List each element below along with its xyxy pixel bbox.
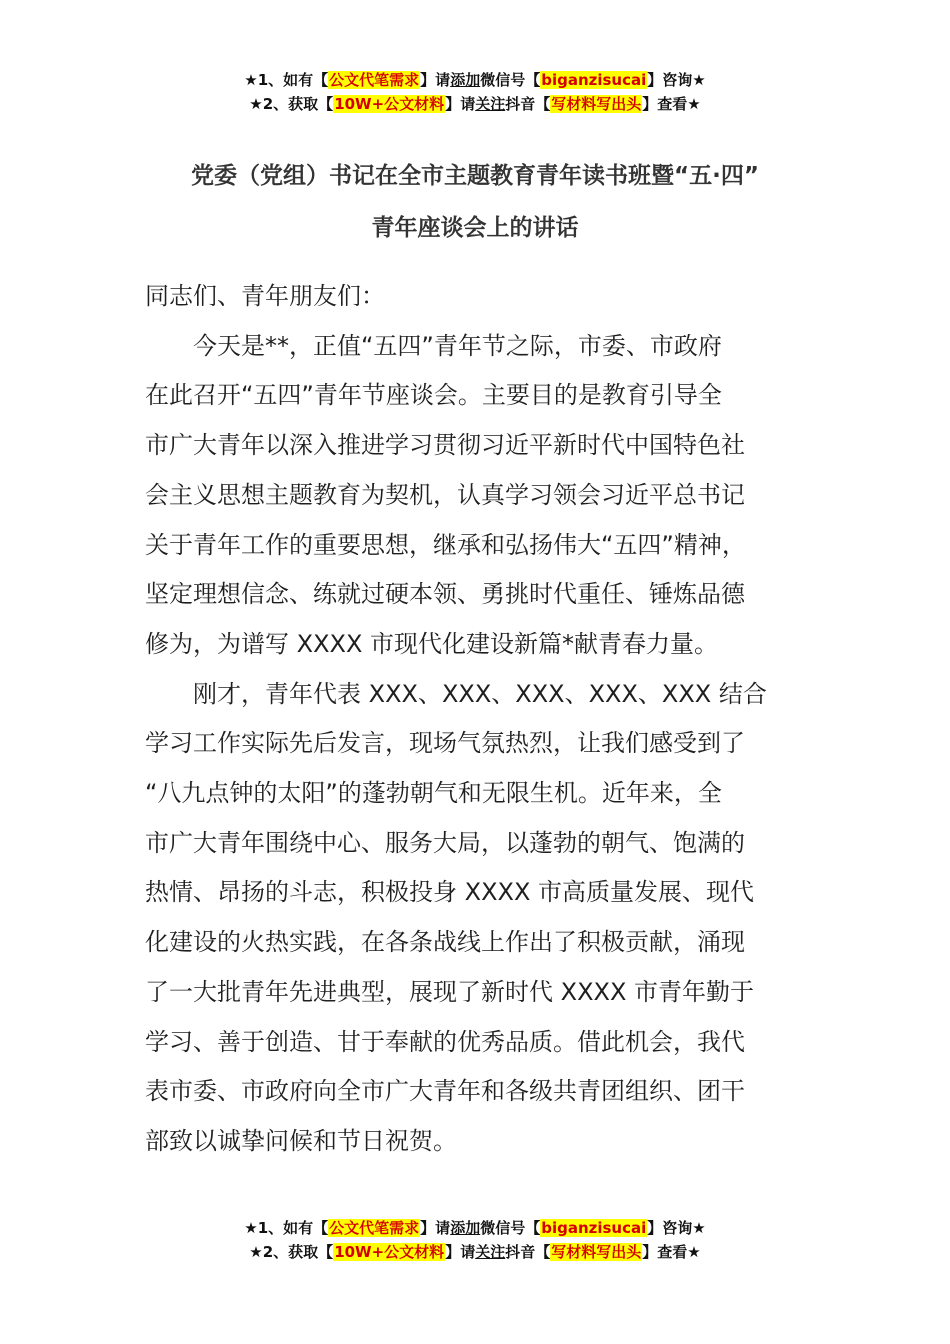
banner-text: ★2、获取【 xyxy=(249,1243,334,1261)
paragraph-line: 在此召开“五四”青年节座谈会。主要目的是教育引导全 xyxy=(145,381,722,410)
paragraph-line: 修为，为谱写 XXXX 市现代化建设新篇*献青春力量。 xyxy=(145,629,719,658)
banner-underline: 添加 xyxy=(450,1219,481,1237)
banner-text: ★2、获取【 xyxy=(249,95,334,113)
banner-highlight: 写材料写出头 xyxy=(551,95,642,113)
paragraph-line: 化建设的火热实践，在各条战线上作出了积极贡献，涌现 xyxy=(145,928,745,957)
banner-text: 微信号【 xyxy=(480,1219,541,1237)
banner-line-2 xyxy=(0,92,950,116)
banner-line-1 xyxy=(0,68,950,92)
paragraph-line: 会主义思想主题教育为契机，认真学习领会习近平总书记 xyxy=(145,480,745,509)
paragraph-line: 市广大青年围绕中心、服务大局，以蓬勃的朝气、饱满的 xyxy=(145,828,745,857)
banner-highlight: biganzisucai xyxy=(541,71,647,89)
title-line-2: 青年座谈会上的讲话 xyxy=(371,215,579,241)
document-body xyxy=(145,272,825,1167)
paragraph-line: 今天是**，正值“五四”青年节之际，市委、市政府 xyxy=(193,331,722,360)
banner-underline: 关注 xyxy=(475,95,506,113)
banner-highlight: 公文代笔需求 xyxy=(329,1219,420,1237)
paragraph-line: 刚才，青年代表 XXX、XXX、XXX、XXX、XXX 结合 xyxy=(193,679,767,708)
banner-highlight: 10W+公文材料 xyxy=(334,95,445,113)
banner-text: 】请 xyxy=(420,71,451,89)
paragraph-line: 坚定理想信念、练就过硬本领、勇挑时代重任、锤炼品德 xyxy=(145,580,745,609)
banner-text: 抖音【 xyxy=(505,1243,551,1261)
paragraph-line: 市广大青年以深入推进学习贯彻习近平新时代中国特色社 xyxy=(145,431,745,460)
paragraph-line: 关于青年工作的重要思想，继承和弘扬伟大“五四”精神， xyxy=(145,530,746,559)
banner-highlight: 公文代笔需求 xyxy=(329,71,420,89)
banner-text: 抖音【 xyxy=(505,95,551,113)
banner-line-1 xyxy=(0,1216,950,1240)
paragraph-line: 了一大批青年先进典型，展现了新时代 XXXX 市青年勤于 xyxy=(145,977,755,1006)
banner-text: 】请 xyxy=(445,95,476,113)
banner-text: 】请 xyxy=(420,1219,451,1237)
banner-line-2 xyxy=(0,1240,950,1264)
banner-highlight: 10W+公文材料 xyxy=(334,1243,445,1261)
paragraph-line: 学习、善于创造、甘于奉献的优秀品质。借此机会，我代 xyxy=(145,1027,745,1056)
banner-text: 】咨询★ xyxy=(647,1219,706,1237)
banner-text: ★1、如有【 xyxy=(244,1219,329,1237)
banner-text: 】查看★ xyxy=(642,95,701,113)
banner-highlight: biganzisucai xyxy=(541,1219,647,1237)
paragraph-line: 表市委、市政府向全市广大青年和各级共青团组织、团干 xyxy=(145,1077,745,1106)
bottom-banner xyxy=(0,1216,950,1264)
top-banner xyxy=(0,68,950,116)
paragraph-line: “八九点钟的太阳”的蓬勃朝气和无限生机。近年来，全 xyxy=(145,779,722,808)
document-title xyxy=(120,150,830,254)
banner-text: 】咨询★ xyxy=(647,71,706,89)
banner-text: 】请 xyxy=(445,1243,476,1261)
banner-text: 】查看★ xyxy=(642,1243,701,1261)
banner-highlight: 写材料写出头 xyxy=(551,1243,642,1261)
paragraph-line: 部致以诚挚问候和节日祝贺。 xyxy=(145,1126,457,1155)
salutation: 同志们、青年朋友们： xyxy=(145,282,385,310)
banner-text: 微信号【 xyxy=(480,71,541,89)
title-line-1: 党委（党组）书记在全市主题教育青年读书班暨“五·四” xyxy=(191,163,759,189)
banner-underline: 关注 xyxy=(475,1243,506,1261)
paragraph-line: 学习工作实际先后发言，现场气氛热烈，让我们感受到了 xyxy=(145,729,745,758)
paragraph-line: 热情、昂扬的斗志，积极投身 XXXX 市高质量发展、现代 xyxy=(145,878,755,907)
banner-underline: 添加 xyxy=(450,71,481,89)
banner-text: ★1、如有【 xyxy=(244,71,329,89)
